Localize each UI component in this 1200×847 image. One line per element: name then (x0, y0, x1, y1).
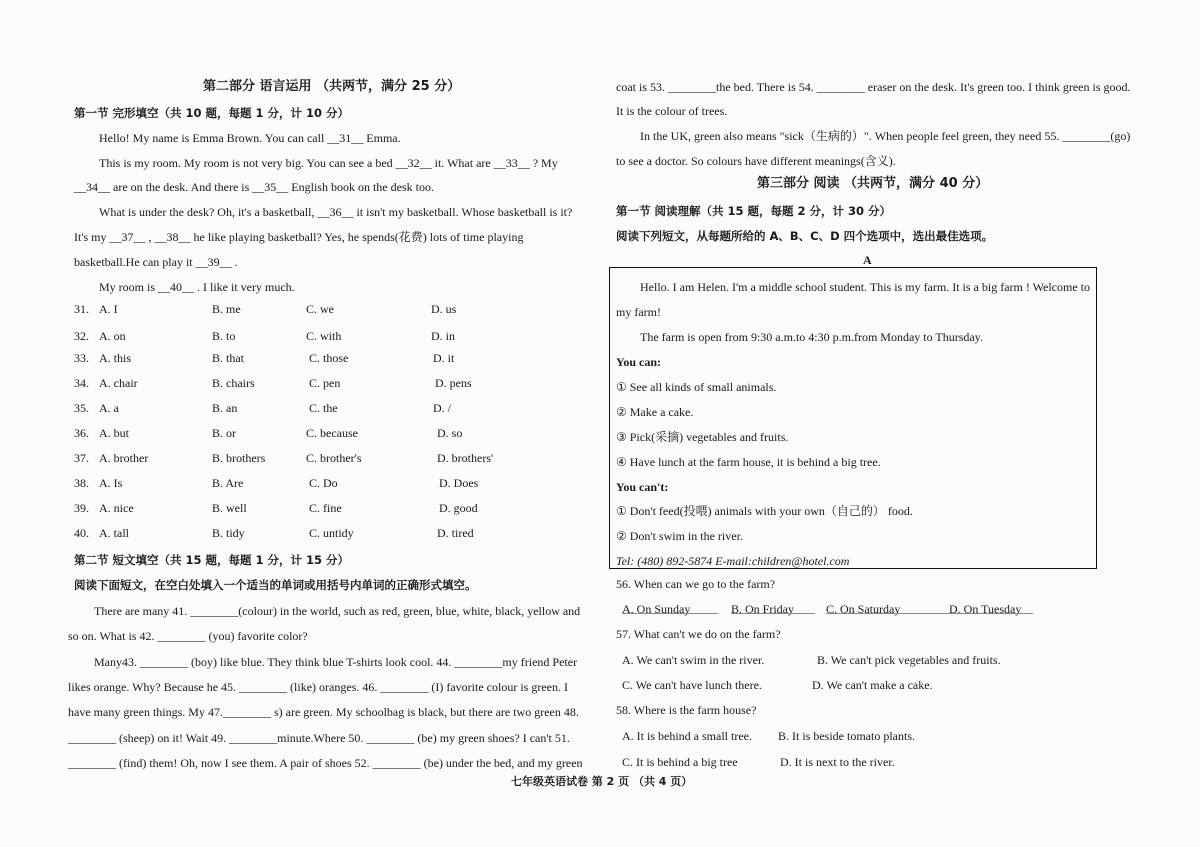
mc-option-c: C. the (309, 401, 338, 415)
passage-line-4: likes orange. Why? Because he 45. ________ (like) oranges. 46. ________ (I) favorite colour is green. I (68, 680, 568, 694)
mc-option-c: C. untidy (309, 526, 354, 540)
mc-option-b: B. that (212, 351, 244, 365)
passage-line-1: There are many 41. ________(colour) in the world, such as red, green, blue, white, black, yellow and (94, 604, 581, 618)
passage-line-6: ________ (sheep) on it! Wait 49. ________minute.Where 50. ________ (be) my green shoes? I can't 51. (68, 731, 570, 745)
passage-cont-1: coat is 53. ________the bed. There is 54. ________ eraser on the desk. It's green too. I think green is good. (616, 80, 1131, 94)
mc-option-d: D. / (433, 401, 451, 415)
q56-option-a: A. On Sunday (622, 602, 691, 616)
q57-option-b: B. We can't pick vegetables and fruits. (817, 653, 1001, 667)
section2-instruction: 阅读下面短文，在空白处填入一个适当的单词或用括号内单词的正确形式填空。 (74, 578, 477, 592)
mc-option-c: C. with (306, 329, 342, 343)
mc-option-b: B. tidy (212, 526, 245, 540)
mc-num: 33. (74, 351, 89, 365)
mc-option-a: A. but (99, 426, 129, 440)
reading-instruction: 阅读下列短文，从每题所给的 A、B、C、D 四个选项中，选出最佳选项。 (616, 229, 994, 243)
q56-option-b: B. On Friday (731, 602, 794, 616)
question-58: 58. Where is the farm house? (616, 703, 757, 717)
mc-option-a: A. I (99, 302, 118, 316)
box-line-3: The farm is open from 9:30 a.m.to 4:30 p.m.from Monday to Thursday. (640, 330, 983, 344)
box-item: ④ Have lunch at the farm house, it is behind a big tree. (616, 455, 881, 469)
box-item: ① Don't feed(投喂) animals with your own（自己的） food. (616, 504, 913, 518)
question-56: 56. When can we go to the farm? (616, 577, 776, 591)
box-line-2: my farm! (616, 305, 661, 319)
cloze-line-5: It's my __37__ , __38__ he like playing basketball? Yes, he spends(花费) lots of time playing (74, 230, 524, 244)
q56-option-d: D. On Tuesday (949, 602, 1022, 616)
cloze-line-2: This is my room. My room is not very big. You can see a bed __32__ it. What are __33__ ? My (99, 156, 558, 170)
mc-num: 37. (74, 451, 89, 465)
q56-option-c: C. On Saturday (826, 602, 901, 616)
mc-option-c: C. we (306, 302, 334, 316)
mc-num: 39. (74, 501, 89, 515)
mc-option-a: A. on (99, 329, 126, 343)
cloze-line-6: basketball.He can play it __39__ . (74, 255, 238, 269)
contact-info: Tel: (480) 892-5874 E-mail:children@hotel.com (616, 554, 850, 568)
passage-cont-4: to see a doctor. So colours have different meanings(含义). (616, 154, 896, 168)
answer-line (927, 613, 1033, 614)
mc-option-d: D. pens (435, 376, 472, 390)
mc-num: 34. (74, 376, 89, 390)
q58-option-c: C. It is behind a big tree (622, 755, 738, 769)
box-item: ② Don't swim in the river. (616, 529, 743, 543)
mc-option-d: D. us (431, 302, 457, 316)
page-footer: 七年级英语试卷 第 2 页 （共 4 页） (511, 775, 693, 788)
mc-option-b: B. brothers (212, 451, 266, 465)
mc-num: 35. (74, 401, 89, 415)
q58-option-d: D. It is next to the river. (780, 755, 895, 769)
mc-option-d: D. brothers' (437, 451, 494, 465)
mc-option-c: C. Do (309, 476, 338, 490)
passage-line-5: have many green things. My 47.________ s) are green. My schoolbag is black, but there are two green 48. (68, 705, 579, 719)
mc-option-a: A. this (99, 351, 132, 365)
passage-label: A (863, 253, 872, 267)
mc-option-a: A. Is (99, 476, 123, 490)
cloze-line-3: __34__ are on the desk. And there is __35__ English book on the desk too. (74, 180, 434, 194)
mc-option-d: D. in (431, 329, 455, 343)
q57-option-c: C. We can't have lunch there. (622, 678, 762, 692)
mc-num: 40. (74, 526, 89, 540)
mc-num: 32. (74, 329, 89, 343)
mc-option-b: B. well (212, 501, 247, 515)
mc-num: 31. (74, 302, 89, 316)
cloze-line-7: My room is __40__ . I like it very much. (99, 280, 295, 294)
reading-section-title: 第一节 阅读理解（共 15 题，每题 2 分，计 30 分） (616, 204, 892, 218)
q57-option-d: D. We can't make a cake. (812, 678, 933, 692)
mc-option-b: B. or (212, 426, 236, 440)
box-line-1: Hello. I am Helen. I'm a middle school student. This is my farm. It is a big farm ! Welcome to (640, 280, 1090, 294)
mc-option-b: B. chairs (212, 376, 255, 390)
mc-option-a: A. nice (99, 501, 134, 515)
mc-option-c: C. because (306, 426, 358, 440)
mc-num: 38. (74, 476, 89, 490)
mc-option-b: B. an (212, 401, 238, 415)
passage-line-3: Many43. ________ (boy) like blue. They think blue T-shirts look cool. 44. ________my friend Peter (94, 655, 578, 669)
passage-cont-3: In the UK, green also means "sick（生病的）". When people feel green, they need 55. ________(go) (640, 129, 1131, 143)
mc-option-a: A. brother (99, 451, 149, 465)
mc-option-c: C. those (309, 351, 349, 365)
you-cant-heading: You can't: (616, 480, 669, 494)
box-item: ③ Pick(采摘) vegetables and fruits. (616, 430, 789, 444)
q57-option-a: A. We can't swim in the river. (622, 653, 765, 667)
mc-option-d: D. good (439, 501, 478, 515)
q58-option-b: B. It is beside tomato plants. (778, 729, 915, 743)
cloze-line-1: Hello! My name is Emma Brown. You can call __31__ Emma. (99, 131, 401, 145)
answer-line (731, 613, 815, 614)
mc-option-d: D. it (433, 351, 455, 365)
mc-option-b: B. me (212, 302, 241, 316)
part2-title: 第二部分 语言运用 （共两节，满分 25 分） (203, 79, 461, 94)
passage-line-7: ________ (find) them! Oh, now I see them. A pair of shoes 52. ________ (be) under the bed, and my green (68, 756, 583, 770)
passage-line-2: so on. What is 42. ________ (you) favorite color? (68, 629, 308, 643)
mc-num: 36. (74, 426, 89, 440)
part3-title: 第三部分 阅读 （共两节，满分 40 分） (757, 176, 989, 191)
section2-title: 第二节 短文填空（共 15 题，每题 1 分，计 15 分） (74, 553, 350, 567)
mc-option-a: A. chair (99, 376, 138, 390)
mc-option-c: C. pen (309, 376, 341, 390)
mc-option-c: C. brother's (306, 451, 362, 465)
answer-line (622, 613, 718, 614)
you-can-heading: You can: (616, 355, 662, 369)
passage-cont-2: It is the colour of trees. (616, 104, 728, 118)
section1-title: 第一节 完形填空（共 10 题，每题 1 分，计 10 分） (74, 106, 350, 120)
mc-option-d: D. Does (439, 476, 479, 490)
mc-option-b: B. to (212, 329, 236, 343)
mc-option-a: A. tall (99, 526, 129, 540)
box-item: ① See all kinds of small animals. (616, 380, 777, 394)
mc-option-b: B. Are (212, 476, 244, 490)
box-item: ② Make a cake. (616, 405, 694, 419)
mc-option-c: C. fine (309, 501, 342, 515)
q58-option-a: A. It is behind a small tree. (622, 729, 752, 743)
mc-option-a: A. a (99, 401, 119, 415)
question-57: 57. What can't we do on the farm? (616, 627, 781, 641)
cloze-line-4: What is under the desk? Oh, it's a basketball, __36__ it isn't my basketball. Whose basketball is it? (99, 205, 573, 219)
answer-line (826, 613, 936, 614)
mc-option-d: D. so (437, 426, 463, 440)
mc-option-d: D. tired (437, 526, 474, 540)
